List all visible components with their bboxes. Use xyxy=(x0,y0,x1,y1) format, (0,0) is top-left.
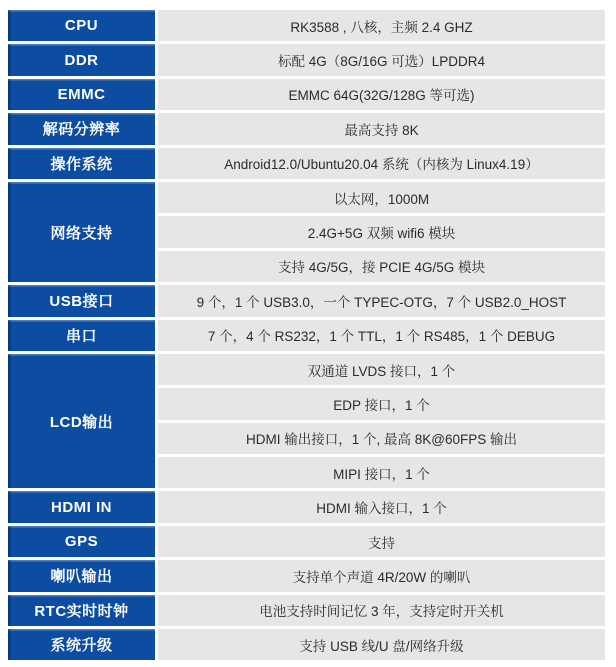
spec-table xyxy=(8,10,605,660)
row-header: HDMI IN xyxy=(8,491,155,522)
row-header: 串口 xyxy=(8,320,155,351)
spec-value: HDMI 输出接口，1 个, 最高 8K@60FPS 输出 xyxy=(158,423,605,454)
spec-value: MIPI 接口，1 个 xyxy=(158,457,605,488)
spec-value: 双通道 LVDS 接口，1 个 xyxy=(158,354,605,385)
spec-value: EMMC 64G(32G/128G 等可选) xyxy=(158,79,605,110)
spec-value: 2.4G+5G 双频 wifi6 模块 xyxy=(158,216,605,247)
spec-value: 支持 xyxy=(158,526,605,557)
spec-value: Android12.0/Ubuntu20.04 系统（内核为 Linux4.19） xyxy=(158,148,605,179)
spec-value: 最高支持 8K xyxy=(158,113,605,144)
spec-value: 电池支持时间记忆 3 年，支持定时开关机 xyxy=(158,595,605,626)
spec-value: EDP 接口，1 个 xyxy=(158,388,605,419)
row-header: 喇叭输出 xyxy=(8,560,155,591)
row-header: 系统升级 xyxy=(8,629,155,660)
spec-value: 支持 USB 线/U 盘/网络升级 xyxy=(158,629,605,660)
spec-value: 9 个，1 个 USB3.0，一个 TYPEC-OTG，7 个 USB2.0_HOST xyxy=(158,285,605,316)
row-header: 解码分辨率 xyxy=(8,113,155,144)
spec-value: 支持单个声道 4R/20W 的喇叭 xyxy=(158,560,605,591)
row-header: LCD输出 xyxy=(8,354,155,489)
spec-value: 支持 4G/5G，接 PCIE 4G/5G 模块 xyxy=(158,251,605,282)
spec-value: 7 个，4 个 RS232，1 个 TTL，1 个 RS485，1 个 DEBUG xyxy=(158,320,605,351)
row-header: EMMC xyxy=(8,79,155,110)
row-header: RTC实时时钟 xyxy=(8,595,155,626)
spec-value: RK3588 , 八核，主频 2.4 GHZ xyxy=(158,10,605,41)
row-header: 操作系统 xyxy=(8,148,155,179)
row-header: GPS xyxy=(8,526,155,557)
row-header: 网络支持 xyxy=(8,182,155,282)
spec-value: 标配 4G（8G/16G 可选）LPDDR4 xyxy=(158,44,605,75)
spec-value: HDMI 输入接口，1 个 xyxy=(158,491,605,522)
spec-value: 以太网，1000M xyxy=(158,182,605,213)
row-header: DDR xyxy=(8,44,155,75)
row-header: USB接口 xyxy=(8,285,155,316)
row-header: CPU xyxy=(8,10,155,41)
